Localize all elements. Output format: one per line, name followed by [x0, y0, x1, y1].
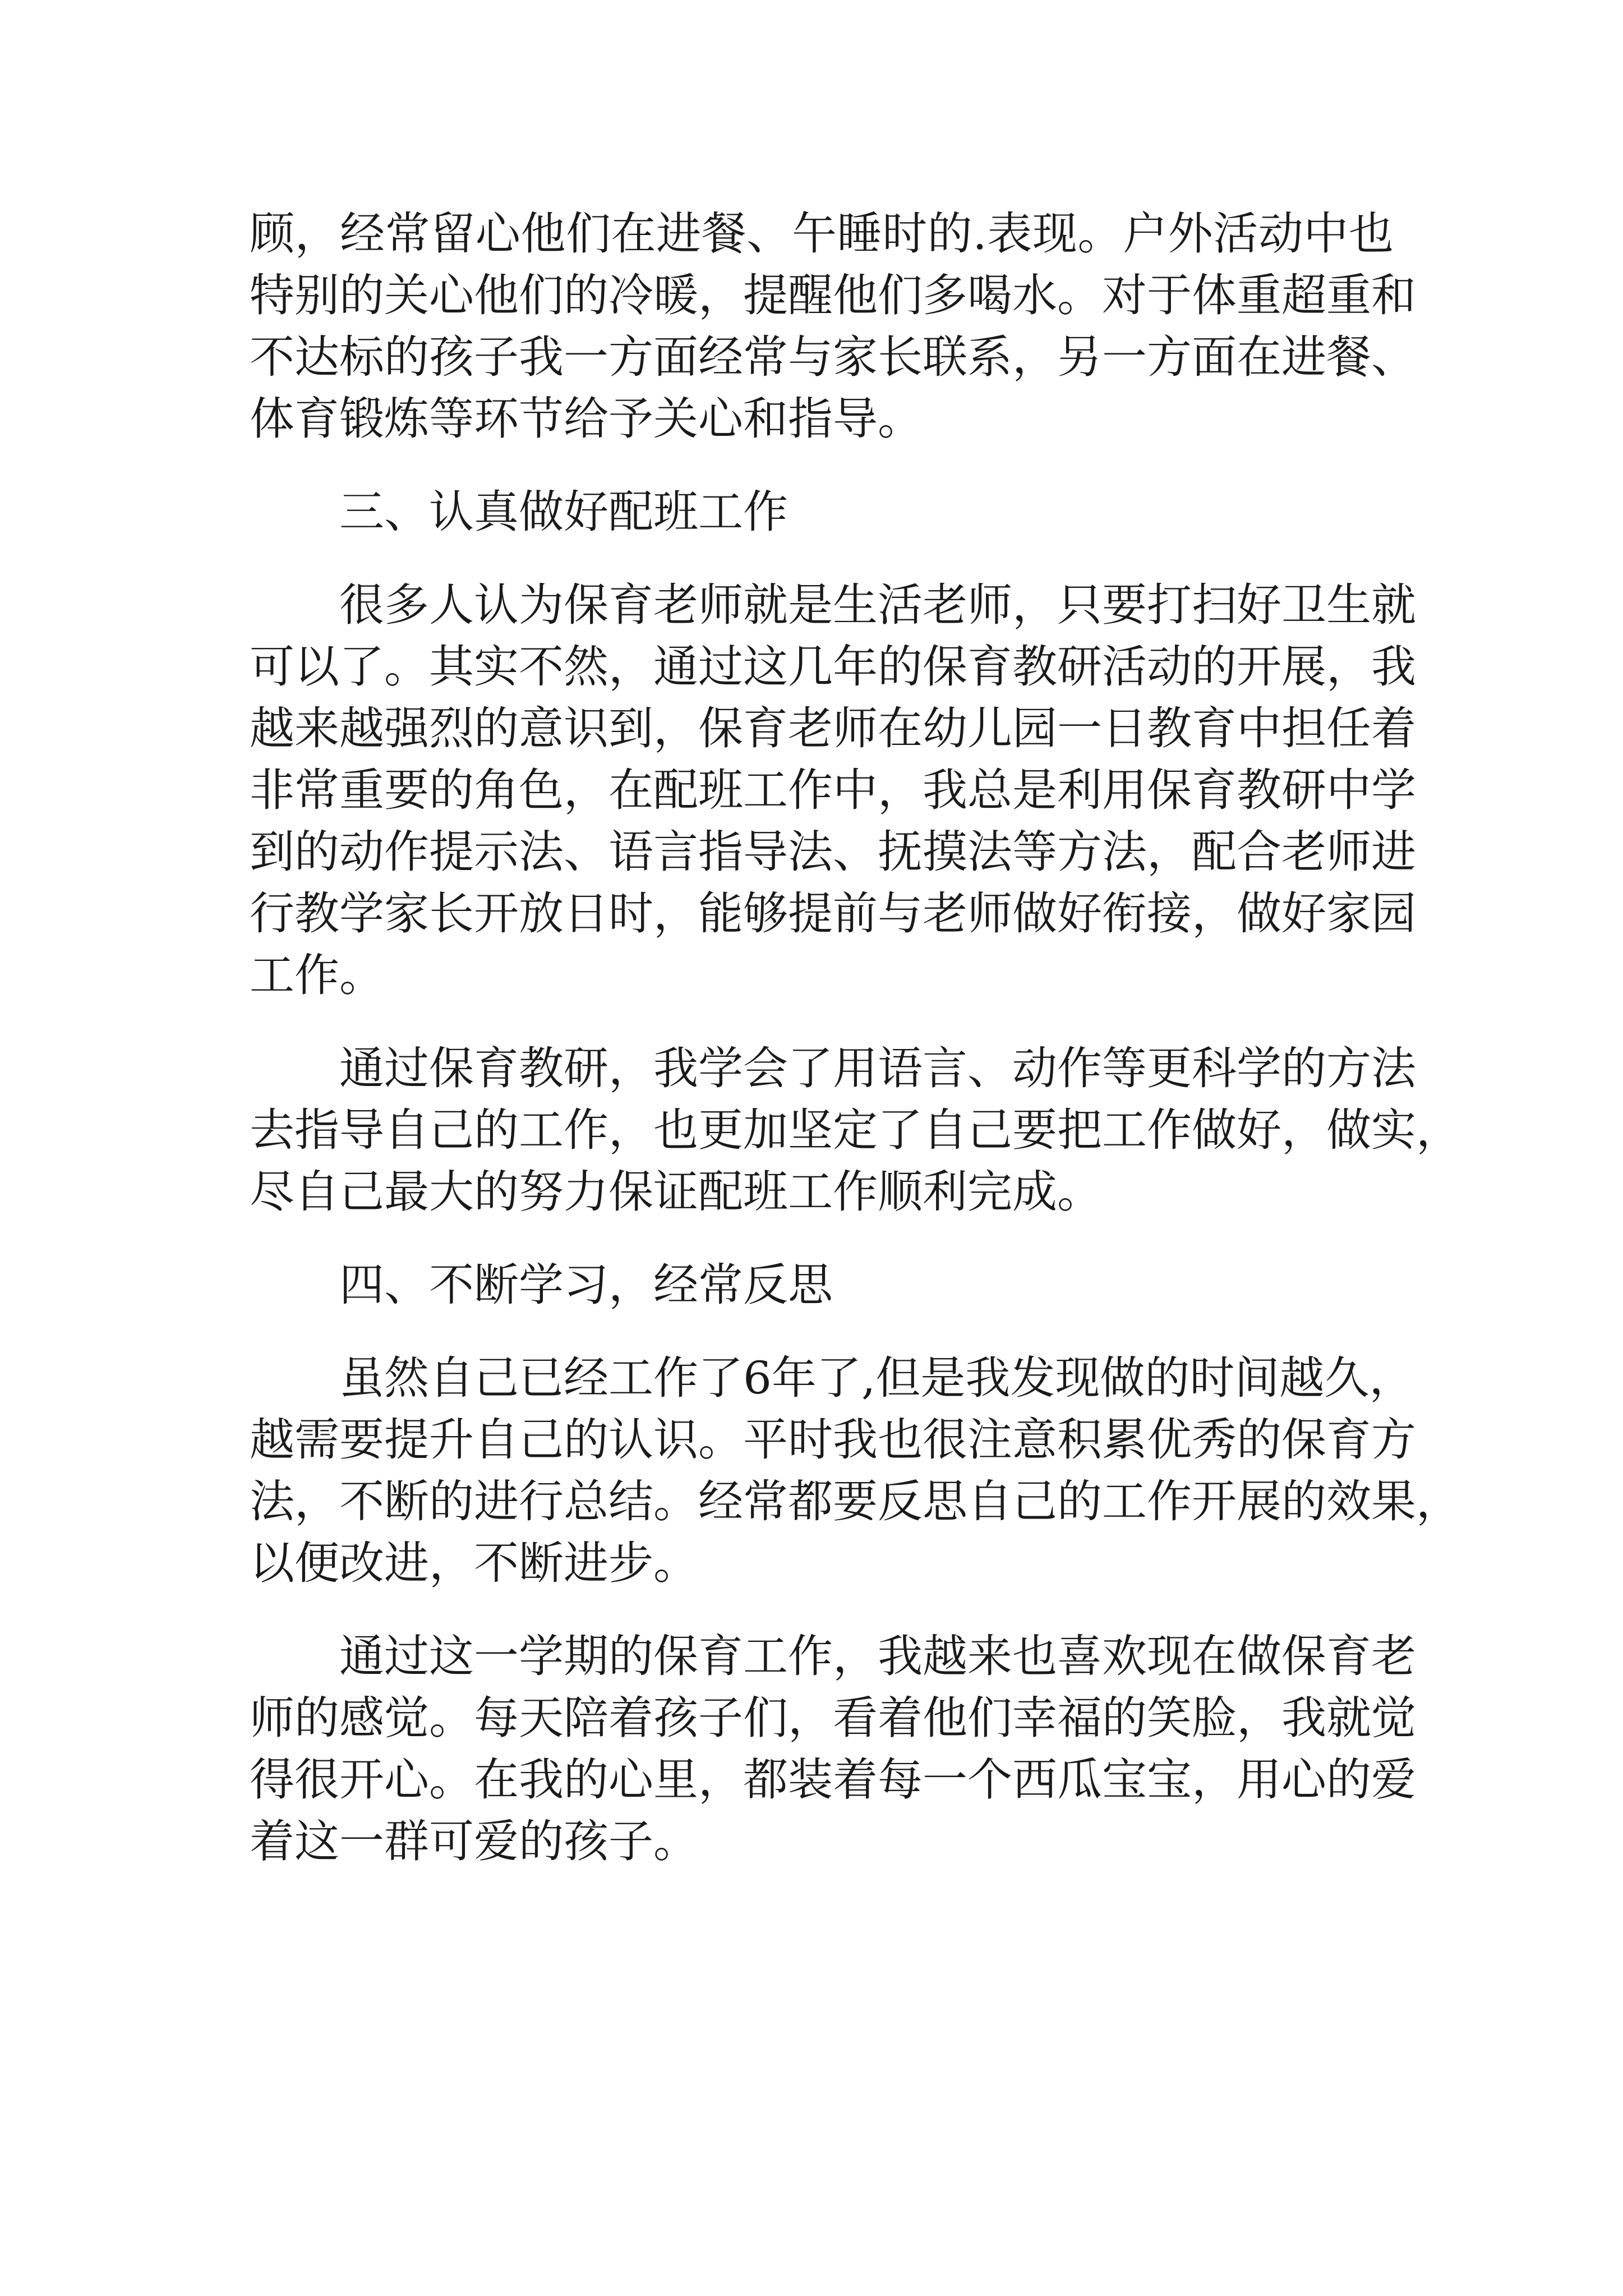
paragraph-coordination: [250, 574, 1416, 1006]
text-line: 非常重要的角色，在配班工作中，我总是利用保育教研中学: [250, 764, 1416, 816]
text-line: 顾，经常留心他们在进餐、午睡时的.表现。户外活动中也: [250, 208, 1394, 260]
paragraph-reflection: [250, 1347, 1461, 1594]
text-line: 法，不断的进行总结。经常都要反思自己的工作开展的效果，: [250, 1475, 1461, 1527]
text-line: 通过这一学期的保育工作，我越来也喜欢现在做保育老: [339, 1630, 1416, 1682]
text-line: 师的感觉。每天陪着孩子们，看着他们幸福的笑脸，我就觉: [250, 1692, 1416, 1744]
text-line: 很多人认为保育老师就是生活老师，只要打扫好卫生就: [339, 579, 1416, 631]
section-heading-3: [250, 481, 1394, 543]
text-line: 通过保育教研，我学会了用语言、动作等更科学的方法: [339, 1042, 1416, 1094]
heading-text: 三、认真做好配班工作: [339, 486, 788, 538]
text-line: 以便改进，不断进步。: [250, 1537, 698, 1589]
section-heading-4: [250, 1254, 1394, 1316]
text-line: 越需要提升自己的认识。平时我也很注意积累优秀的保育方: [250, 1414, 1416, 1466]
document-body: [250, 203, 1461, 1872]
text-line: 工作。: [250, 949, 384, 1001]
text-line: 可以了。其实不然，通过这几年的保育教研活动的开展，我: [250, 641, 1416, 693]
text-line: 不达标的孩子我一方面经常与家长联系，另一方面在进餐、: [250, 331, 1416, 383]
text-line: 到的动作提示法、语言指导法、抚摸法等方法，配合老师进: [250, 826, 1416, 878]
text-line: 体育锻炼等环节给予关心和指导。: [250, 393, 923, 445]
text-line: 得很开心。在我的心里，都装着每一个西瓜宝宝，用心的爱: [250, 1754, 1416, 1806]
text-line: 着这一群可爱的孩子。: [250, 1815, 698, 1867]
paragraph-continuation: [250, 203, 1416, 450]
heading-text: 四、不断学习，经常反思: [339, 1259, 833, 1311]
text-line: 尽自己最大的努力保证配班工作顺利完成。: [250, 1166, 1102, 1218]
text-line: 特别的关心他们的冷暖，提醒他们多喝水。对于体重超重和: [250, 269, 1416, 321]
paragraph-research: [250, 1038, 1461, 1223]
paragraph-conclusion: [250, 1626, 1416, 1872]
text-line: 虽然自己已经工作了6年了,但是我发现做的时间越久，: [339, 1352, 1414, 1404]
text-line: 行教学家长开放日时，能够提前与老师做好衔接，做好家园: [250, 887, 1416, 940]
text-line: 去指导自己的工作，也更加坚定了自己要把工作做好，做实，: [250, 1104, 1461, 1156]
text-line: 越来越强烈的意识到，保育老师在幼儿园一日教育中担任着: [250, 702, 1416, 754]
